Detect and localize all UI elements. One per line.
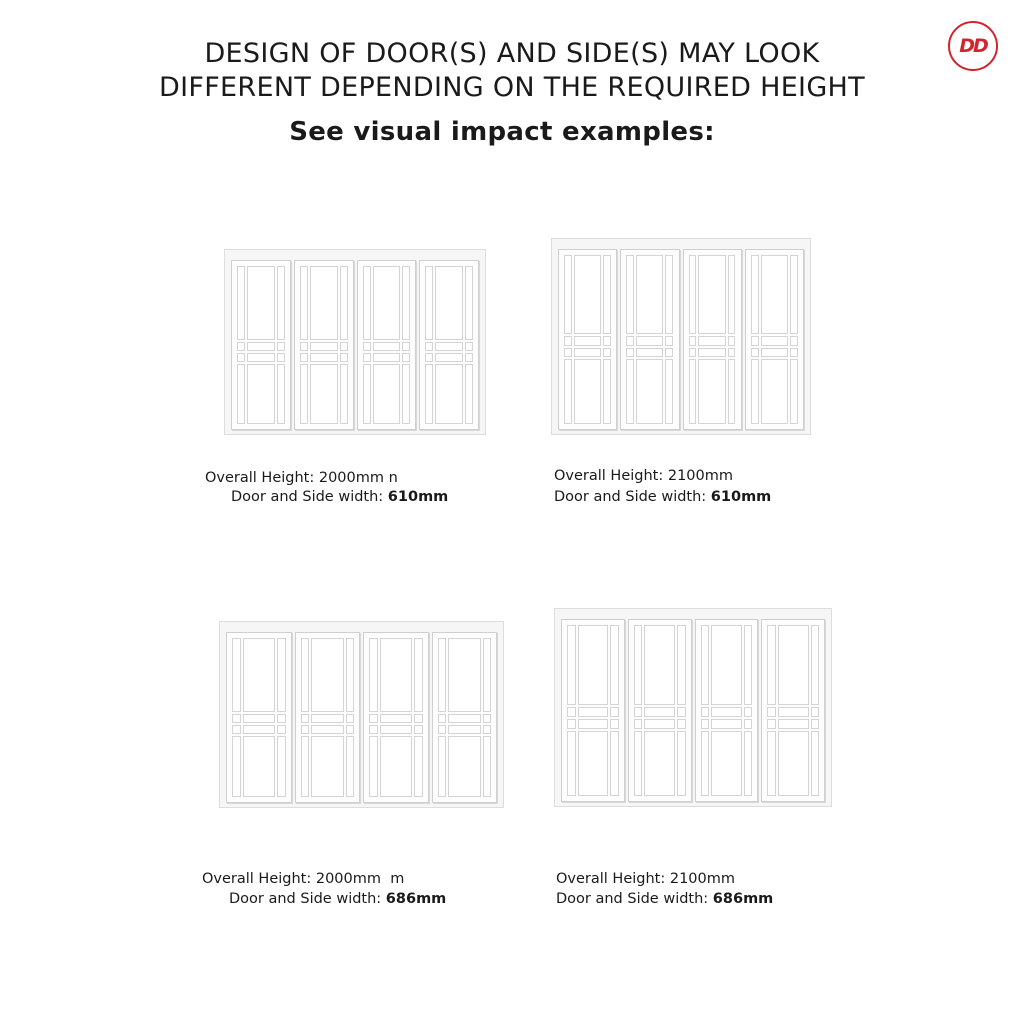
glass-pane (369, 725, 378, 734)
door-illustration-1 (224, 249, 486, 435)
glass-pane (483, 725, 492, 734)
glass-pane (701, 719, 710, 729)
example-4-width: Door and Side width: 686mm (556, 891, 774, 907)
glass-pane (300, 353, 308, 362)
door-panel (432, 632, 498, 803)
glass-pane (811, 731, 820, 796)
glass-pane (363, 364, 371, 424)
glass-pane (237, 353, 245, 362)
example-2-width: Door and Side width: 610mm (554, 489, 772, 505)
glass-pane (761, 336, 788, 346)
glass-pane (301, 714, 310, 723)
glass-pane (689, 255, 697, 334)
glass-pane (425, 266, 433, 340)
glass-pane (689, 348, 697, 358)
glass-pane (728, 359, 736, 424)
glass-pane (465, 353, 473, 362)
glass-pane (311, 736, 343, 797)
glass-pane (578, 625, 609, 705)
glass-pane (237, 364, 245, 424)
door-panel (561, 619, 625, 802)
glass-pane (465, 266, 473, 340)
glass-pane (636, 336, 663, 346)
glass-pane (698, 359, 725, 424)
glass-pane (634, 719, 643, 729)
glass-pane (369, 736, 378, 797)
glass-pane (634, 625, 643, 705)
glass-pane (701, 731, 710, 796)
heading-line-1: DESIGN OF DOOR(S) AND SIDE(S) MAY LOOK (204, 38, 820, 69)
glass-pane (232, 725, 241, 734)
glass-pane (574, 255, 601, 334)
glass-pane (438, 736, 447, 797)
glass-pane (425, 364, 433, 424)
door-panel (231, 260, 291, 430)
glass-pane (567, 707, 576, 717)
door-panel (357, 260, 417, 430)
example-3-height: Overall Height: 2000mm m (202, 871, 405, 887)
glass-pane (247, 353, 275, 362)
glass-pane (564, 255, 572, 334)
glass-pane (277, 714, 286, 723)
glass-pane (665, 336, 673, 346)
door-panel (363, 632, 429, 803)
glass-pane (232, 736, 241, 797)
example-3-width: Door and Side width: 686mm (229, 891, 447, 907)
glass-pane (435, 364, 463, 424)
door-panel (683, 249, 742, 430)
glass-pane (767, 707, 776, 717)
glass-pane (790, 336, 798, 346)
glass-pane (340, 342, 348, 351)
glass-pane (425, 353, 433, 362)
glass-pane (402, 342, 410, 351)
glass-pane (698, 255, 725, 334)
door-illustration-2 (551, 238, 811, 435)
glass-pane (380, 725, 412, 734)
glass-pane (778, 625, 809, 705)
heading-line-2: DIFFERENT DEPENDING ON THE REQUIRED HEIGHT (159, 72, 865, 103)
glass-pane (438, 714, 447, 723)
glass-pane (701, 625, 710, 705)
glass-pane (644, 625, 675, 705)
glass-pane (373, 342, 401, 351)
glass-pane (373, 353, 401, 362)
glass-pane (603, 359, 611, 424)
glass-pane (665, 348, 673, 358)
glass-pane (340, 364, 348, 424)
glass-pane (644, 707, 675, 717)
glass-pane (778, 731, 809, 796)
glass-pane (610, 719, 619, 729)
glass-pane (626, 336, 634, 346)
glass-pane (301, 638, 310, 712)
glass-pane (767, 731, 776, 796)
heading-subtitle: See visual impact examples: (289, 117, 715, 147)
glass-pane (414, 736, 423, 797)
glass-pane (790, 359, 798, 424)
glass-pane (728, 348, 736, 358)
glass-pane (610, 707, 619, 717)
glass-pane (340, 353, 348, 362)
glass-pane (778, 707, 809, 717)
glass-pane (247, 364, 275, 424)
example-2-height: Overall Height: 2100mm (554, 468, 734, 484)
glass-pane (373, 364, 401, 424)
glass-pane (677, 731, 686, 796)
glass-pane (567, 625, 576, 705)
example-1-width: Door and Side width: 610mm (231, 489, 449, 505)
glass-pane (448, 736, 480, 797)
glass-pane (665, 359, 673, 424)
glass-pane (626, 348, 634, 358)
glass-pane (402, 364, 410, 424)
glass-pane (402, 266, 410, 340)
glass-pane (346, 638, 355, 712)
glass-pane (811, 719, 820, 729)
glass-pane (465, 364, 473, 424)
glass-pane (711, 625, 742, 705)
glass-pane (373, 266, 401, 340)
logo-text: DD (959, 35, 987, 57)
glass-pane (414, 714, 423, 723)
door-panel (295, 632, 361, 803)
glass-pane (311, 725, 343, 734)
glass-pane (277, 266, 285, 340)
glass-pane (790, 255, 798, 334)
glass-pane (346, 736, 355, 797)
glass-pane (711, 707, 742, 717)
glass-pane (689, 336, 697, 346)
glass-pane (578, 707, 609, 717)
glass-pane (277, 342, 285, 351)
glass-pane (567, 719, 576, 729)
glass-pane (369, 714, 378, 723)
glass-pane (574, 336, 601, 346)
glass-pane (626, 359, 634, 424)
glass-pane (237, 342, 245, 351)
glass-pane (744, 625, 753, 705)
glass-pane (578, 719, 609, 729)
door-panel (695, 619, 759, 802)
glass-pane (301, 736, 310, 797)
glass-pane (677, 719, 686, 729)
glass-pane (363, 266, 371, 340)
glass-pane (346, 714, 355, 723)
glass-pane (751, 336, 759, 346)
glass-pane (761, 348, 788, 358)
glass-pane (346, 725, 355, 734)
glass-pane (636, 255, 663, 334)
dd-logo (948, 21, 998, 71)
door-panel (558, 249, 617, 430)
glass-pane (644, 719, 675, 729)
glass-pane (711, 719, 742, 729)
glass-pane (744, 719, 753, 729)
glass-pane (636, 359, 663, 424)
glass-pane (414, 638, 423, 712)
glass-pane (435, 342, 463, 351)
door-illustration-3 (219, 621, 504, 808)
glass-pane (751, 255, 759, 334)
glass-pane (564, 359, 572, 424)
glass-pane (698, 336, 725, 346)
glass-pane (578, 731, 609, 796)
glass-pane (574, 359, 601, 424)
glass-pane (701, 707, 710, 717)
glass-pane (767, 719, 776, 729)
glass-pane (448, 714, 480, 723)
glass-pane (300, 266, 308, 340)
glass-pane (811, 625, 820, 705)
glass-pane (369, 638, 378, 712)
glass-pane (626, 255, 634, 334)
glass-pane (311, 714, 343, 723)
glass-pane (277, 638, 286, 712)
door-panel (419, 260, 479, 430)
glass-pane (677, 625, 686, 705)
glass-pane (751, 359, 759, 424)
glass-pane (574, 348, 601, 358)
example-4-height: Overall Height: 2100mm (556, 871, 736, 887)
glass-pane (247, 342, 275, 351)
glass-pane (414, 725, 423, 734)
glass-pane (744, 731, 753, 796)
glass-pane (483, 736, 492, 797)
glass-pane (610, 731, 619, 796)
door-panel (620, 249, 679, 430)
door-panel (294, 260, 354, 430)
glass-pane (363, 342, 371, 351)
glass-pane (636, 348, 663, 358)
door-illustration-4 (554, 608, 832, 807)
glass-pane (448, 638, 480, 712)
glass-pane (483, 638, 492, 712)
door-panel (745, 249, 804, 430)
glass-pane (243, 714, 275, 723)
glass-pane (277, 736, 286, 797)
glass-pane (634, 731, 643, 796)
glass-pane (300, 364, 308, 424)
glass-pane (744, 707, 753, 717)
glass-pane (232, 638, 241, 712)
glass-pane (243, 725, 275, 734)
glass-pane (790, 348, 798, 358)
glass-pane (610, 625, 619, 705)
glass-pane (767, 625, 776, 705)
glass-pane (761, 359, 788, 424)
glass-pane (778, 719, 809, 729)
glass-pane (435, 266, 463, 340)
glass-pane (311, 638, 343, 712)
glass-pane (310, 353, 338, 362)
glass-pane (438, 725, 447, 734)
glass-pane (665, 255, 673, 334)
glass-pane (363, 353, 371, 362)
glass-pane (677, 707, 686, 717)
glass-pane (300, 342, 308, 351)
glass-pane (465, 342, 473, 351)
door-panel (761, 619, 825, 802)
glass-pane (483, 714, 492, 723)
glass-pane (761, 255, 788, 334)
glass-pane (301, 725, 310, 734)
glass-pane (634, 707, 643, 717)
example-1-height: Overall Height: 2000mm n (205, 470, 398, 486)
glass-pane (340, 266, 348, 340)
glass-pane (277, 353, 285, 362)
glass-pane (644, 731, 675, 796)
glass-pane (243, 638, 275, 712)
glass-pane (425, 342, 433, 351)
door-panel (628, 619, 692, 802)
glass-pane (564, 348, 572, 358)
door-panel (226, 632, 292, 803)
glass-pane (402, 353, 410, 362)
glass-pane (603, 336, 611, 346)
glass-pane (567, 731, 576, 796)
glass-pane (751, 348, 759, 358)
glass-pane (603, 348, 611, 358)
glass-pane (310, 364, 338, 424)
glass-pane (438, 638, 447, 712)
glass-pane (243, 736, 275, 797)
glass-pane (603, 255, 611, 334)
glass-pane (232, 714, 241, 723)
glass-pane (380, 638, 412, 712)
glass-pane (564, 336, 572, 346)
glass-pane (728, 336, 736, 346)
glass-pane (811, 707, 820, 717)
glass-pane (435, 353, 463, 362)
glass-pane (277, 725, 286, 734)
glass-pane (237, 266, 245, 340)
glass-pane (728, 255, 736, 334)
glass-pane (380, 736, 412, 797)
glass-pane (247, 266, 275, 340)
glass-pane (689, 359, 697, 424)
glass-pane (380, 714, 412, 723)
glass-pane (698, 348, 725, 358)
glass-pane (711, 731, 742, 796)
glass-pane (277, 364, 285, 424)
glass-pane (310, 266, 338, 340)
glass-pane (310, 342, 338, 351)
glass-pane (448, 725, 480, 734)
